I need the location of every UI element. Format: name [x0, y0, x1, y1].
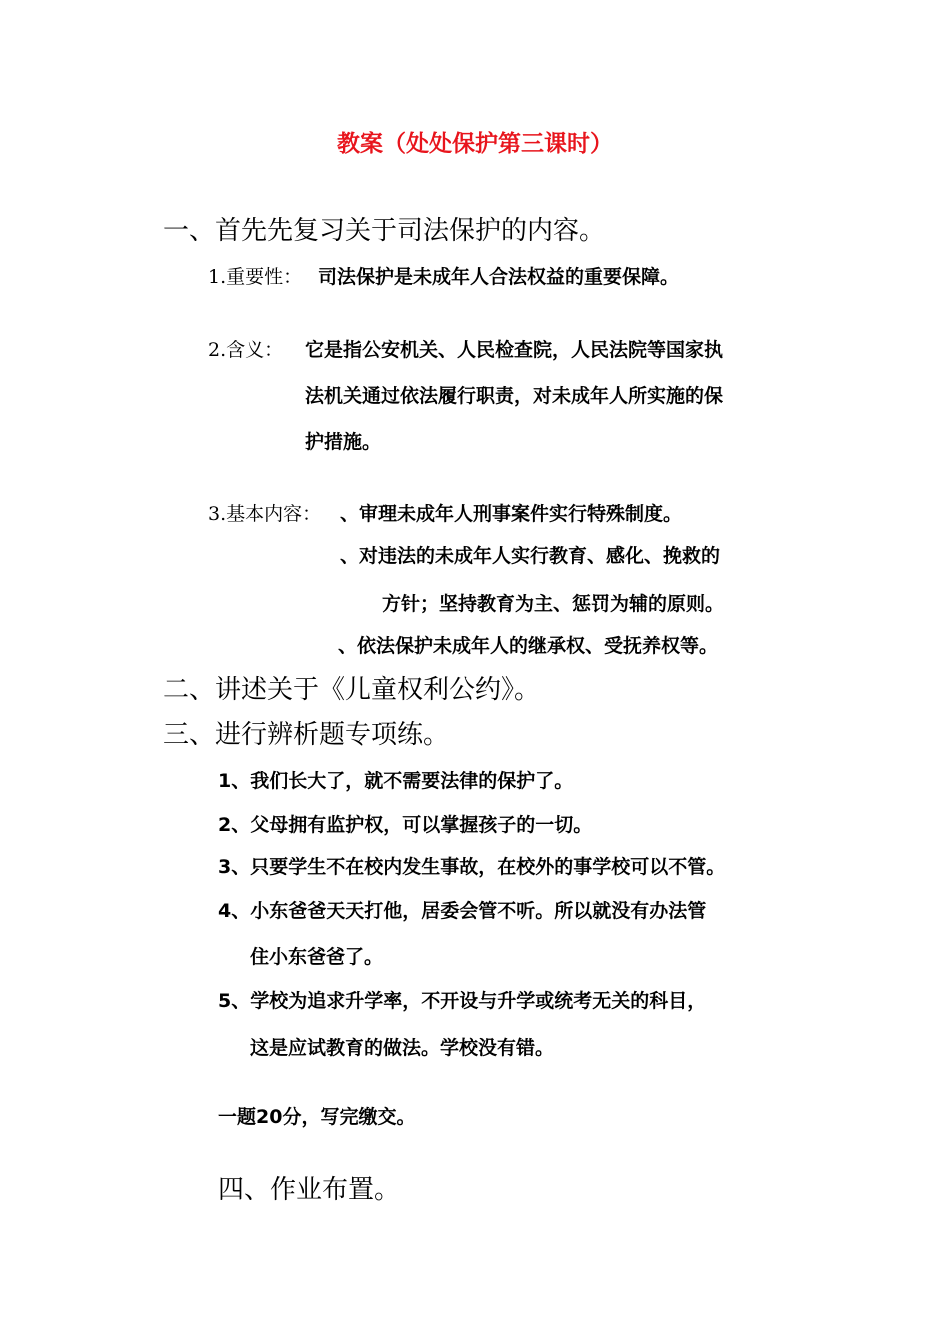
item-3-line-1: 、审理未成年人刑事案件实行特殊制度。 — [340, 503, 683, 525]
item-3-label: 3.基本内容： — [208, 503, 322, 525]
question-2: 2、父母拥有监护权，可以掌握孩子的一切。 — [218, 814, 593, 836]
question-3: 3、只要学生不在校内发生事故，在校外的事学校可以不管。 — [218, 856, 726, 878]
item-3-line-2: 、对违法的未成年人实行教育、感化、挽救的 — [340, 545, 721, 567]
item-1-label: 1.重要性： — [208, 266, 303, 288]
section-3-heading: 三、进行辨析题专项练。 — [163, 720, 450, 750]
item-2-label: 2.含义： — [208, 339, 284, 361]
question-5-line-1: 5、学校为追求升学率，不开设与升学或统考无关的科目， — [218, 990, 707, 1012]
item-2-line-2: 法机关通过依法履行职责，对未成年人所实施的保 — [305, 385, 724, 407]
question-1: 1、我们长大了，就不需要法律的保护了。 — [218, 770, 574, 792]
question-4-line-1: 4、小东爸爸天天打他，居委会管不听。所以就没有办法管 — [218, 900, 707, 922]
section-1-heading: 一、首先先复习关于司法保护的内容。 — [163, 216, 606, 246]
question-5-line-2: 这是应试教育的做法。学校没有错。 — [250, 1037, 555, 1059]
scoring-note: 一题20分，写完缴交。 — [218, 1106, 416, 1128]
item-2-line-3: 护措施。 — [305, 431, 382, 453]
section-2-heading: 二、讲述关于《儿童权利公约》。 — [163, 675, 541, 705]
item-3-line-4: 、依法保护未成年人的继承权、受抚养权等。 — [338, 635, 719, 657]
item-2-line-1: 它是指公安机关、人民检查院，人民法院等国家执 — [305, 339, 724, 361]
item-1-text: 司法保护是未成年人合法权益的重要保障。 — [318, 266, 680, 288]
section-4-heading: 四、作业布置。 — [218, 1175, 401, 1205]
item-3-line-3: 方针；坚持教育为主、惩罚为辅的原则。 — [382, 593, 725, 615]
question-4-line-2: 住小东爸爸了。 — [250, 946, 384, 968]
document-title: 教案（处处保护第三课时） — [337, 131, 613, 157]
